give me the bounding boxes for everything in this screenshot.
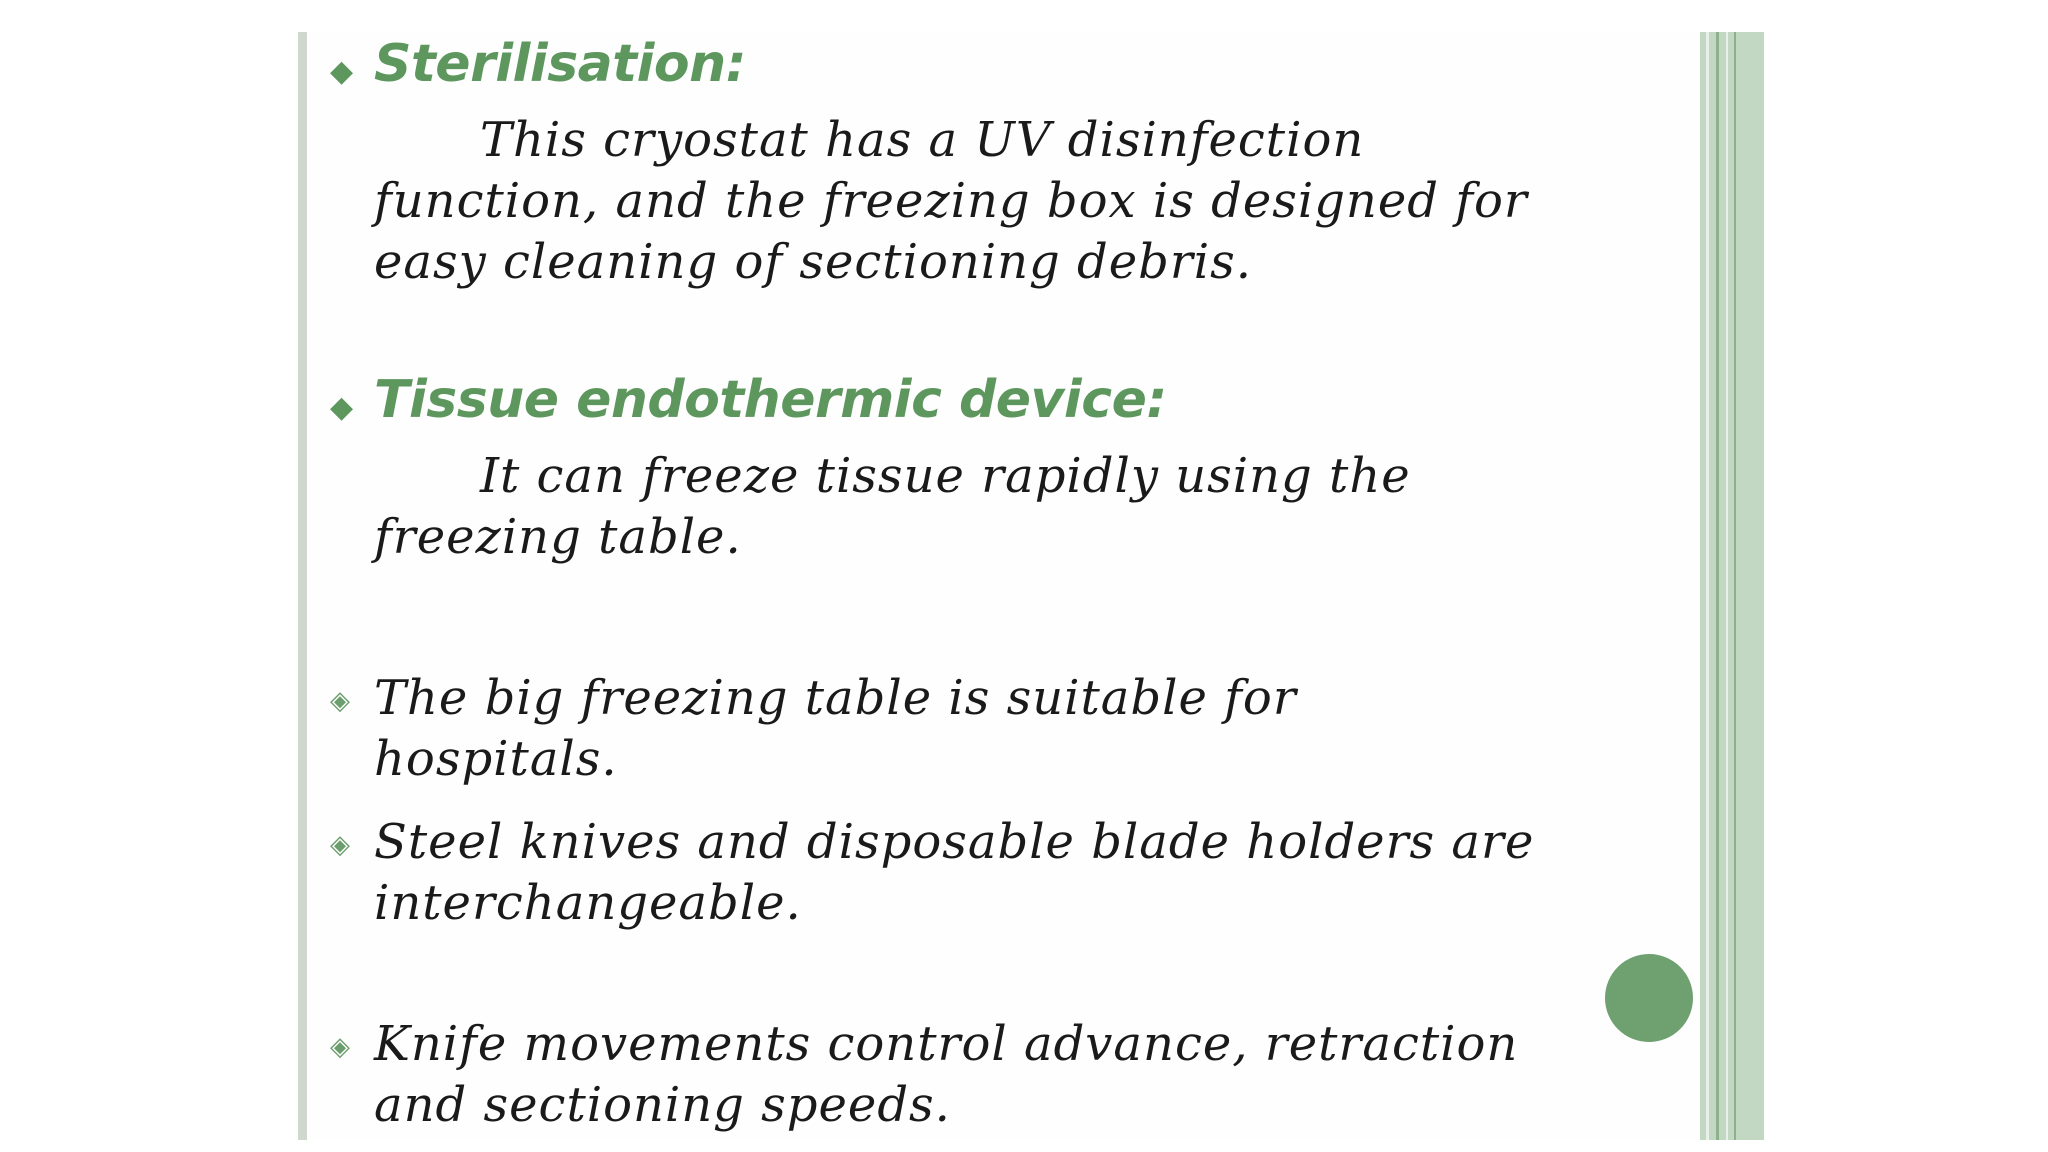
item-heading: Sterilisation:	[374, 34, 746, 94]
hollow-diamond-bullet-icon: ◈	[330, 686, 350, 716]
hollow-diamond-bullet-icon: ◈	[330, 1032, 350, 1062]
band-stripe	[1726, 32, 1728, 1140]
item-text: The big freezing table is suitable for hospitals.	[374, 670, 1297, 787]
band-stripe	[1734, 32, 1736, 1140]
diamond-bullet-icon: ◆	[330, 390, 354, 425]
decorative-circle	[1605, 954, 1693, 1042]
left-rule	[298, 32, 307, 1140]
band-stripe	[1716, 32, 1719, 1140]
item-heading: Tissue endothermic device:	[374, 370, 1167, 430]
item-text: Steel knives and disposable blade holders are interchangeable.	[374, 814, 1535, 931]
band-stripe	[1706, 32, 1709, 1140]
item-text: This cryostat has a UV disinfection function, and the freezing box is designed for easy cleaning of sectioning debris.	[374, 112, 1528, 290]
right-decorative-band	[1700, 32, 1764, 1140]
item-text: Knife movements control advance, retraction and sectioning speeds.	[374, 1016, 1519, 1133]
diamond-bullet-icon: ◆	[330, 54, 354, 89]
hollow-diamond-bullet-icon: ◈	[330, 830, 350, 860]
item-text: It can freeze tissue rapidly using the freezing table.	[374, 448, 1411, 565]
